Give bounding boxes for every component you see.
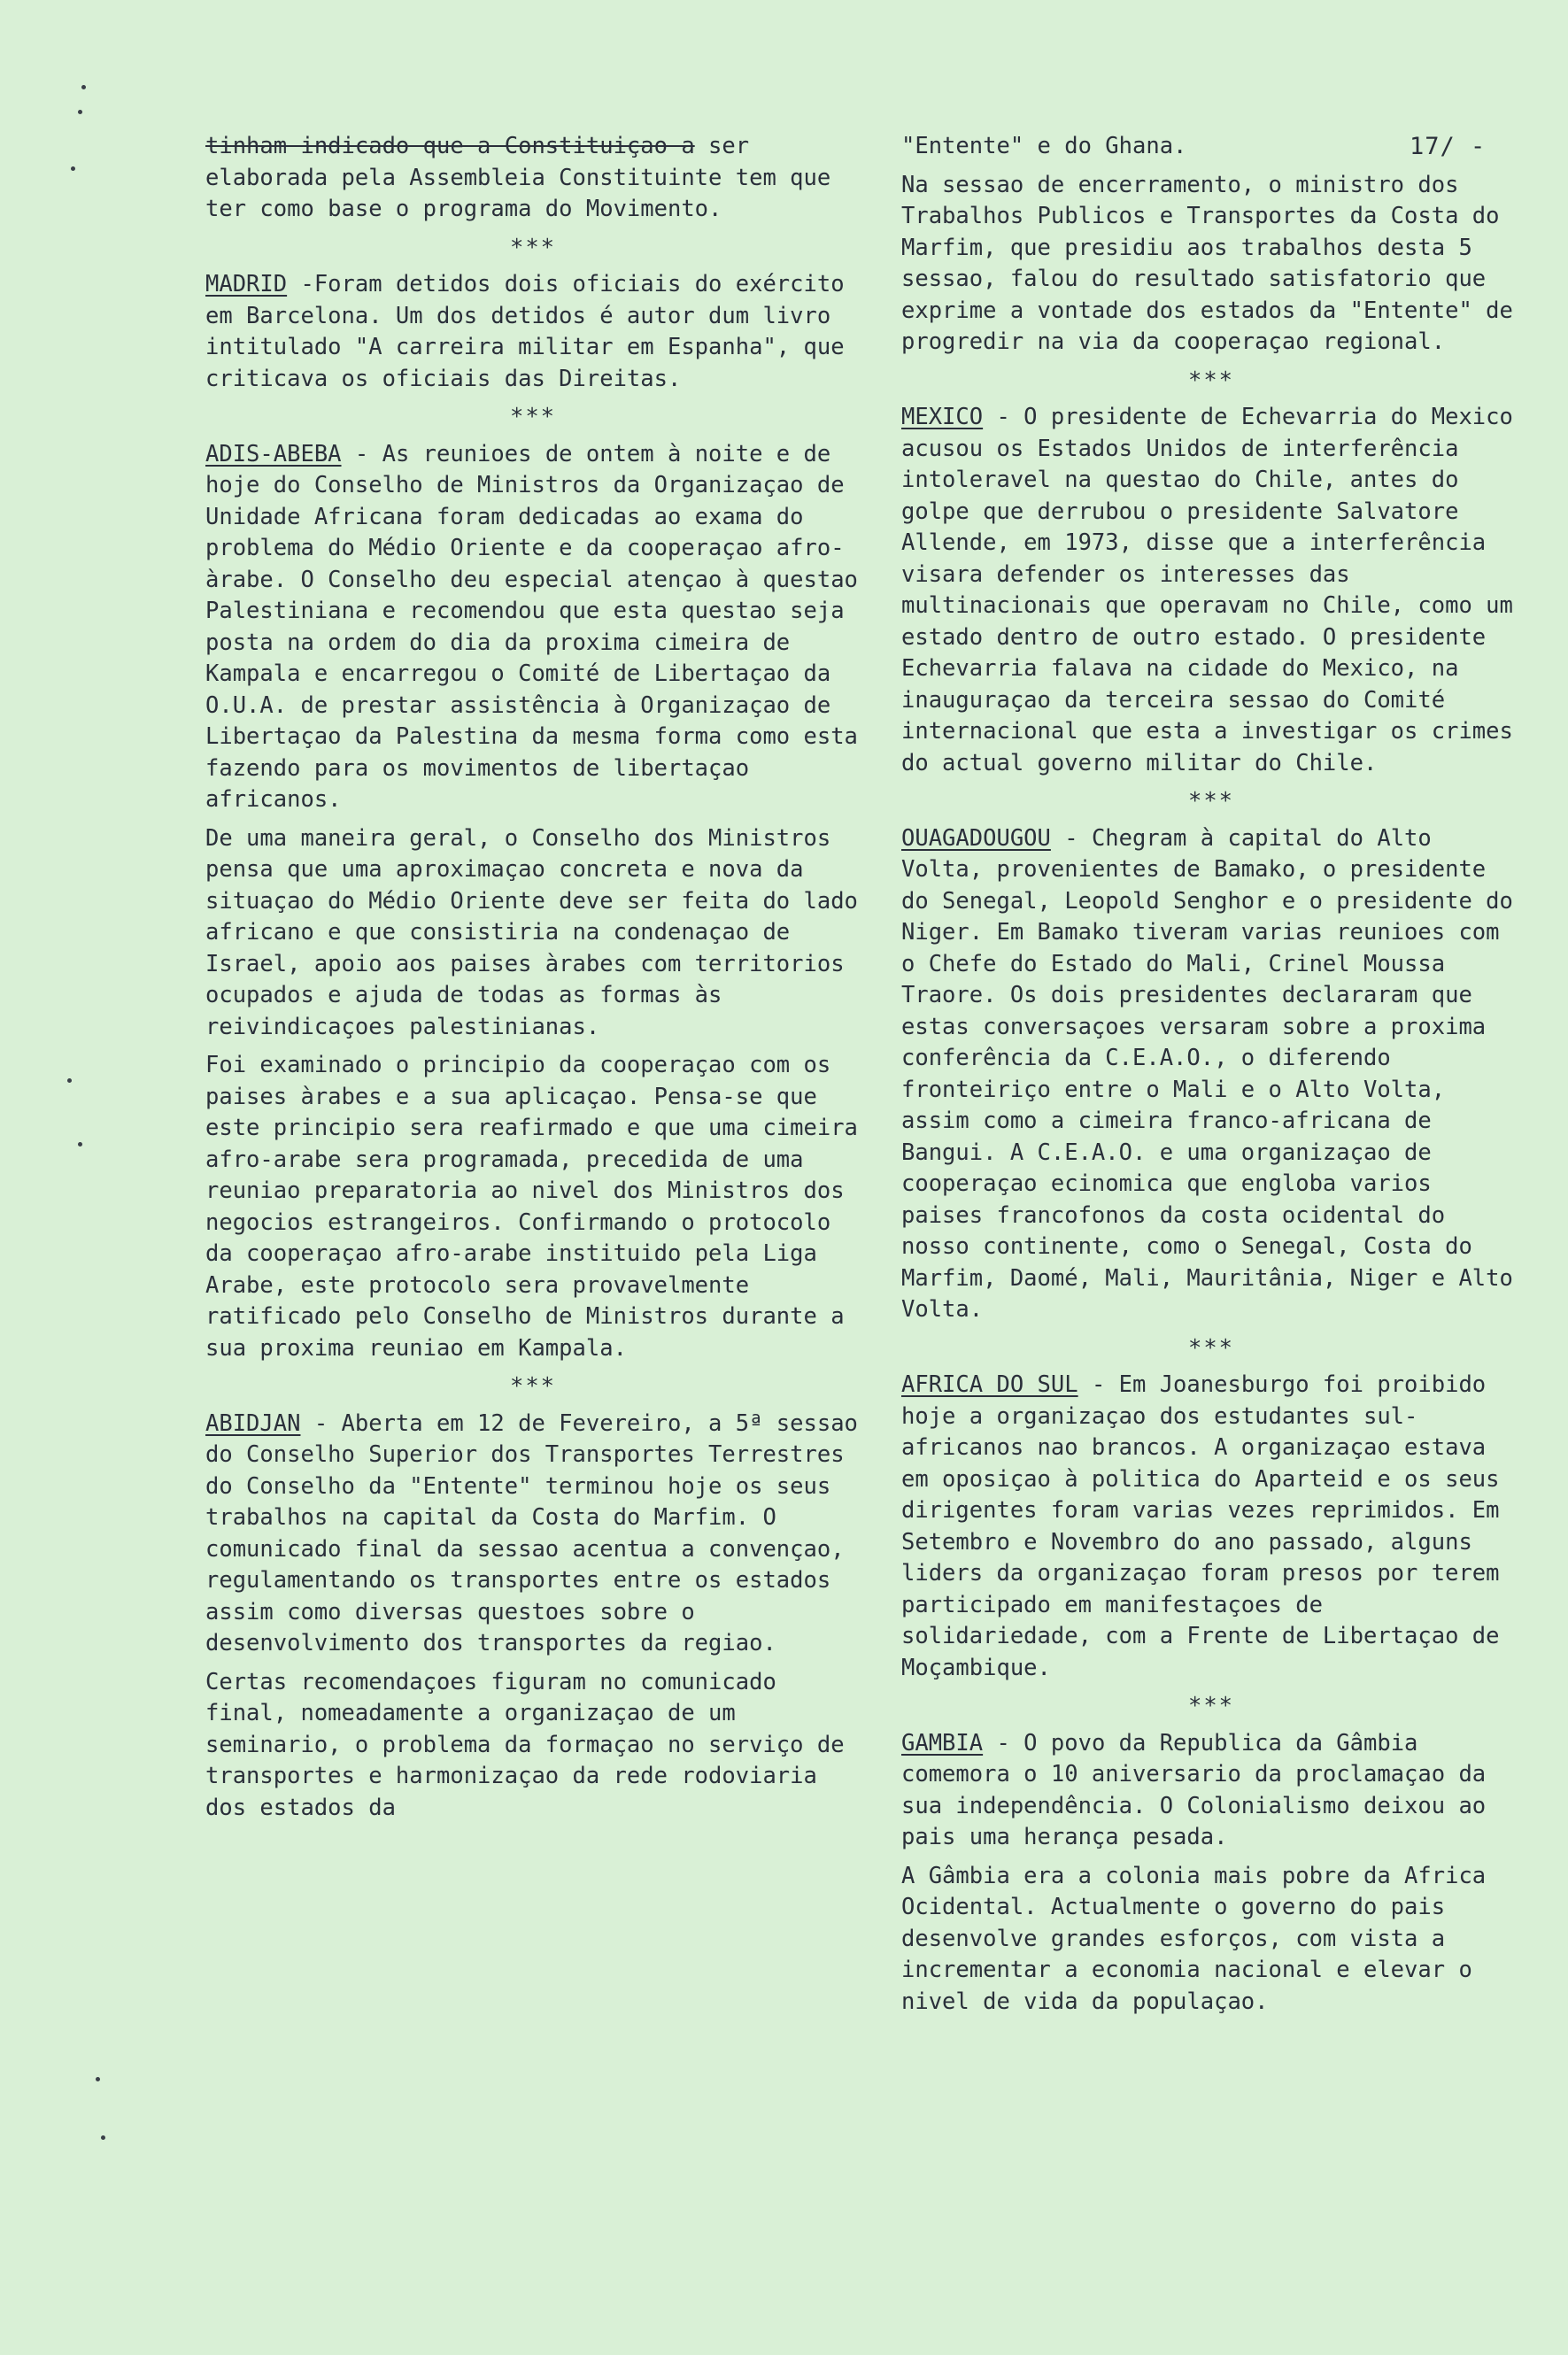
africa-do-sul-text: - Em Joanesburgo foi proibido hoje a organizaçao dos estudantes sul-africanos nao brancos. A organizaçao estava em oposiçao à politica do Aparteid e os seus dirigentes foram varias vezes reprimidos. Em Setembro e Novembro do ano passado, alguns liders da organizaçao foram presos por terem participado em manifestaçoes de solidariedade, com a Frente de Libertaçao de Moçambique.: [901, 1371, 1500, 1681]
punch-mark: [78, 1142, 82, 1147]
mexico-text: - O presidente de Echevarria do Mexico acusou os Estados Unidos de interferência intoleravel na questao do Chile, antes do golpe que derrubou o presidente Salvatore Allende, em 1973, disse que a interferência visara defender os interesses das multinacionais que operavam no Chile, como um estado dentro de outro estado. O presidente Echevarria falava na cidade do Mexico, na inauguraçao da terceira sessao do Comité internacional que esta a investigar os crimes do actual governo militar do Chile.: [901, 404, 1513, 776]
intro-paragraph: [205, 131, 861, 226]
right-column: [901, 131, 1521, 2025]
abidjan-text: - Aberta em 12 de Fevereiro, a 5ª sessao do Conselho Superior dos Transportes Terrestres do Conselho da "Entente" terminou hoje os seus trabalhos na capital da Costa do Marfim. O comunicado final da sessao acentua a convençao, regulamentando os transportes entre os estados assim como diversas questoes sobre o desenvolvimento dos transportes da regiao.: [205, 1409, 858, 1656]
adis-item: [205, 439, 861, 816]
adis-paragraph-3: Foi examinado o principio da cooperaçao com os paises àrabes e a sua aplicaçao. Pensa-se que este principio sera reafirmado e que uma cimeira afro-arabe sera programada, precedida de uma reuniao preparatoria ao nivel dos Ministros dos negocios estrangeiros. Confirmando o protocolo da cooperaçao afro-arabe instituido pela Liga Arabe, este protocolo sera provavelmente ratificado pelo Conselho de Ministros durante a sua proxima reuniao em Kampala.: [205, 1052, 858, 1362]
ouagadougou-text: - Chegram à capital do Alto Volta, provenientes de Bamako, o presidente do Senegal, Leopold Senghor e o presidente do Niger. Em Bamako tiveram varias reunioes com o Chefe do Estado do Mali, Crinel Moussa Traore. Os dois presidentes declararam que estas conversaçoes versaram sobre a proxima conferência da C.E.A.O., o diferendo fronteiriço entre o Mali e o Alto Volta, assim como a cimeira franco-africana de Bangui. A C.E.A.O. e uma organizaçao de cooperaçao ecinomica que engloba varios paises francofonos da costa ocidental do nosso continente, como o Senegal, Costa do Marfim, Daomé, Mali, Mauritânia, Niger e Alto Volta.: [901, 824, 1513, 1323]
dateline-adis-abeba: ADIS-ABEBA: [205, 440, 342, 467]
punch-mark: [67, 1078, 72, 1083]
separator: ***: [509, 234, 557, 261]
ouagadougou-item: [901, 823, 1521, 1326]
punch-mark: [71, 166, 75, 171]
adis-paragraph-2: De uma maneira geral, o Conselho dos Ministros pensa que uma aproximaçao concreta e nova da situaçao do Médio Oriente deve ser feita do lado africano e que consistiria na condenaçao de Israel, apoio aos paises àrabes com territorios ocupados e ajuda de todas as formas às reivindicaçoes palestinianas.: [205, 824, 858, 1040]
abidjan-paragraph-2: Certas recomendaçoes figuram no comunicado final, nomeadamente a organizaçao de um seminario, o problema da formaçao no serviço de transportes e harmonizaçao da rede rodoviaria dos estados da: [205, 1668, 845, 1821]
madrid-text: -Foram detidos dois oficiais do exército em Barcelona. Um dos detidos é autor dum livro intitulado "A carreira militar em Espanha", que criticava os oficiais das Direitas.: [205, 271, 845, 392]
separator: ***: [509, 1373, 557, 1400]
struck-text: tinham indicado que a Constituiçao a: [205, 133, 695, 159]
page-number: 17/ -: [1410, 133, 1487, 160]
dateline-mexico: MEXICO: [901, 404, 984, 430]
adis-text: - As reunioes de ontem à noite e de hoje do Conselho de Ministros da Organizaçao de Unidade Africana foram dedicadas ao exama do problema do Médio Oriente e da cooperaçao afro-àrabe. O Conselho deu especial atençao à questao Palestiniana e recomendou que esta questao seja posta na ordem do dia da proxima cimeira de Kampala e encarregou o Comité de Libertaçao da O.U.A. de prestar assistência à Organizaçao de Libertaçao da Palestina da mesma forma como esta fazendo para os movimentos de libertaçao africanos.: [205, 440, 858, 813]
dateline-gambia: GAMBIA: [901, 1729, 984, 1757]
punch-mark: [81, 85, 86, 89]
dateline-abidjan: ABIDJAN: [205, 1409, 301, 1437]
separator: ***: [1187, 367, 1235, 394]
left-column: [205, 131, 861, 1831]
closing-session-paragraph: Na sessao de encerramento, o ministro dos Trabalhos Publicos e Transportes da Costa do Marfim, que presidiu aos trabalhos desta 5 sessao, falou do resultado satisfatorio que exprime a vontade dos estados da "Entente" de progredir na via da cooperaçao regional.: [901, 171, 1513, 355]
punch-mark: [96, 2077, 100, 2081]
abidjan-item: [205, 1409, 861, 1660]
gambia-paragraph-2: A Gâmbia era a colonia mais pobre da Africa Ocidental. Actualmente o governo do pais desenvolve grandes esforços, com vista a incrementar a economia nacional e elevar o nivel de vida da populaçao.: [901, 1862, 1487, 2015]
punch-mark: [78, 110, 82, 114]
gambia-text: - O povo da Republica da Gâmbia comemora o 10 aniversario da proclamaçao da sua independência. O Colonialismo deixou ao pais uma herança pesada.: [901, 1729, 1487, 1850]
separator: ***: [1187, 788, 1235, 815]
madrid-item: [205, 269, 861, 395]
separator: ***: [509, 404, 557, 430]
dateline-africa-do-sul: AFRICA DO SUL: [901, 1371, 1078, 1398]
gambia-item: [901, 1728, 1521, 1854]
dateline-ouagadougou: OUAGADOUGOU: [901, 824, 1051, 852]
punch-mark: [101, 2135, 105, 2140]
separator: ***: [1187, 1693, 1235, 1719]
continued-text: "Entente" e do Ghana.: [901, 133, 1187, 159]
mexico-item: [901, 402, 1521, 779]
separator: ***: [1187, 1334, 1235, 1362]
africa-do-sul-item: [901, 1370, 1521, 1684]
intro-text: ser elaborada pela Assembleia Constituinte tem que ter como base o programa do Movimento.: [205, 133, 831, 222]
dateline-madrid: MADRID: [205, 271, 288, 297]
